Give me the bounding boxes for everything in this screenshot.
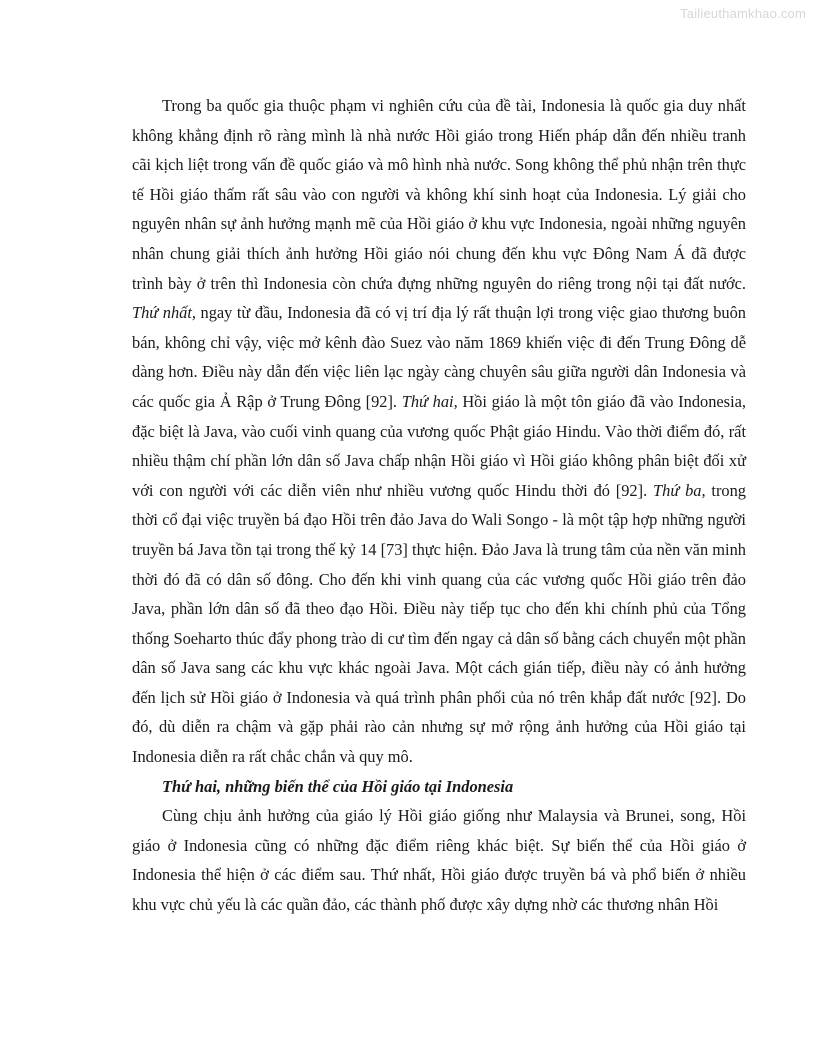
emphasis-second: Thứ hai,: [401, 391, 458, 411]
site-watermark: Tailieuthamkhao.com: [680, 6, 806, 21]
emphasis-third: Thứ ba,: [653, 480, 706, 500]
section-heading: Thứ hai, những biến thể của Hồi giáo tại Indonesia: [162, 776, 514, 796]
emphasis-first: Thứ nhất,: [132, 303, 196, 323]
paragraph-islam-variants: Cùng chịu ảnh hưởng của giáo lý Hồi giáo giống như Malaysia và Brunei, song, Hồi giáo ở Indonesia cũng có những đặc điểm riêng khác biệt. Sự biến thể của Hồi giáo ở Indonesia thể hiện ở các điểm sau. Thứ nhất, Hồi giáo được truyền bá và phổ biến ở nhiều khu vực chủ yếu là các quần đảo, các thành phố được xây dựng nhờ các thương nhân Hồi: [132, 806, 746, 915]
document-body: [132, 91, 746, 920]
paragraph-indonesia-reasons: Trong ba quốc gia thuộc phạm vi nghiên cứu của đề tài, Indonesia là quốc gia duy nhất không khẳng định rõ ràng mình là nhà nước Hồi giáo trong Hiến pháp dẫn đến nhiều tranh cãi kịch liệt trong vấn đề quốc giáo và mô hình nhà nước. Song không thể phủ nhận trên thực tế Hồi giáo thấm rất sâu vào con người và không khí sinh hoạt của Indonesia. Lý giải cho nguyên nhân sự ảnh hưởng mạnh mẽ của Hồi giáo ở khu vực Indonesia, ngoài những nguyên nhân chung giải thích ảnh hưởng Hồi giáo nói chung đến khu vực Đông Nam Á đã được trình bày ở trên thì Indonesia còn chứa đựng những nguyên do riêng trong nội tại đất nước. Thứ nhất, ngay từ đầu, Indonesia đã có vị trí địa lý rất thuận lợi trong việc giao thương buôn bán, không chỉ vậy, việc mở kênh đào Suez vào năm 1869 khiến việc đi đến Trung Đông dễ dàng hơn. Điều này dẫn đến việc liên lạc ngày càng chuyên sâu giữa người dân Indonesia và các quốc gia Ả Rập ở Trung Đông [92]. Thứ hai, Hồi giáo là một tôn giáo đã vào Indonesia, đặc biệt là Java, vào cuối vinh quang của vương quốc Phật giáo Hindu. Vào thời điểm đó, rất nhiều thậm chí phần lớn dân số Java chấp nhận Hồi giáo vì Hồi giáo không phân biệt đối xử với con người với các diễn viên như nhiều vương quốc Hindu thời đó [92]. Thứ ba, trong thời cổ đại việc truyền bá đạo Hồi trên đảo Java do Wali Songo - là một tập hợp những người truyền bá Java tồn tại trong thế kỷ 14 [73] thực hiện. Đảo Java là trung tâm của nền văn minh thời đó đã có dân số đông. Cho đến khi vinh quang của các vương quốc Hồi giáo trên đảo Java, phần lớn dân số đã theo đạo Hồi. Điều này tiếp tục cho đến khi chính phủ của Tổng thống Soeharto thúc đẩy phong trào di cư tìm đến ngay cả dân số bằng cách chuyển một phần dân số Java sang các khu vực khác ngoài Java. Một cách gián tiếp, điều này có ảnh hưởng đến lịch sử Hồi giáo ở Indonesia và quá trình phân phối của nó trên khắp đất nước [92]. Do đó, dù diễn ra chậm và gặp phải rào cản nhưng sự mở rộng ảnh hưởng của Hồi giáo tại Indonesia diễn ra rất chắc chắn và quy mô.: [132, 96, 746, 767]
